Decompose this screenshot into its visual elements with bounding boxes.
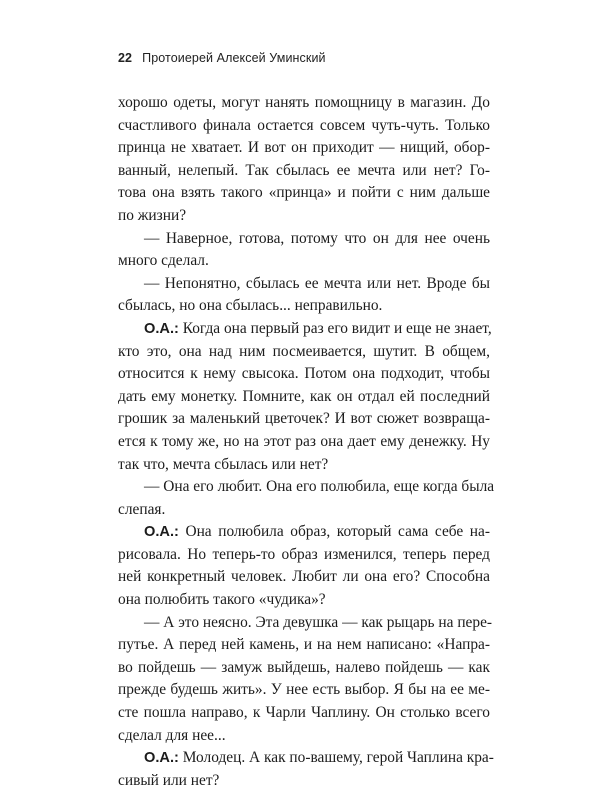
text-line: сделал для нее... bbox=[118, 726, 226, 744]
text-line: принца не хватает. И вот он приходит — нищий, обор- bbox=[118, 139, 490, 157]
text-line: рисовала. Но теперь-то образ изменился, теперь перед bbox=[118, 545, 490, 563]
text-line: Молодец. А как по-вашему, герой Чаплина кра- bbox=[182, 749, 494, 767]
speaker-label: О.А.: bbox=[144, 524, 179, 541]
text-line: счастливого финала остается совсем чуть-чуть. Только bbox=[118, 116, 490, 134]
text-line: Когда она первый раз его видит и еще не знает, bbox=[182, 319, 492, 337]
text-line: по жизни? bbox=[118, 206, 187, 224]
running-title: Протоиерей Алексей Уминский bbox=[142, 51, 326, 65]
text-line: сте пошла направо, к Чарли Чаплину. Он столько всего bbox=[118, 704, 490, 722]
body-text bbox=[118, 92, 495, 792]
text-line: сивый или нет? bbox=[118, 771, 220, 789]
text-line: так что, мечта сбылась или нет? bbox=[118, 455, 329, 473]
text-line: Она полюбила образ, который сама себе на- bbox=[185, 523, 490, 541]
text-line: прежде будешь жить». У нее есть выбор. Я бы на ее ме- bbox=[118, 681, 490, 699]
text-line: — Наверное, готова, потому что он для нее очень bbox=[144, 229, 490, 247]
text-line: дать ему монетку. Помните, как он отдал ей последний bbox=[118, 387, 490, 405]
speaker-label: О.А.: bbox=[144, 750, 179, 767]
text-line: много сделал. bbox=[118, 252, 209, 270]
text-line: ванный, нелепый. Так сбылась ее мечта или нет? Го- bbox=[118, 161, 490, 179]
text-line: — Непонятно, сбылась ее мечта или нет. Вроде бы bbox=[144, 274, 490, 292]
text-line: грошик за маленький цветочек? И вот сюжет возвраща- bbox=[118, 410, 490, 428]
text-line: кто это, она над ним посмеивается, шутит. В общем, bbox=[118, 342, 490, 360]
text-line: сбылась, но она сбылась... неправильно. bbox=[118, 297, 383, 315]
text-line: во пойдешь — замуж выйдешь, налево пойдешь — как bbox=[118, 658, 490, 676]
speaker-label: О.А.: bbox=[144, 320, 179, 337]
text-line: — А это неясно. Эта девушка — как рыцарь на пере- bbox=[144, 613, 493, 631]
text-line: слепая. bbox=[118, 500, 166, 518]
page-number: 22 bbox=[118, 51, 133, 65]
speaker-line bbox=[118, 747, 494, 770]
text-line: относится к нему свысока. Потом она подходит, чтобы bbox=[118, 365, 490, 383]
speaker-line bbox=[118, 521, 490, 544]
text-line: това она взять такого «принца» и пойти с ним дальше bbox=[118, 184, 490, 202]
text-line: путье. А перед ней камень, и на нем написано: «Напра- bbox=[118, 636, 490, 654]
text-line: хорошо одеты, могут нанять помощницу в магазин. До bbox=[118, 94, 490, 111]
text-line: она полюбить такого «чудика»? bbox=[118, 591, 326, 609]
speaker-line bbox=[118, 318, 490, 341]
running-header bbox=[118, 51, 326, 65]
text-line: ется к тому же, но на этот раз она дает ему денежку. Ну bbox=[118, 432, 490, 450]
text-line: ней конкретный человек. Любит ли она его? Способна bbox=[118, 568, 490, 586]
text-line: — Она его любит. Она его полюбила, еще когда была bbox=[144, 478, 495, 496]
